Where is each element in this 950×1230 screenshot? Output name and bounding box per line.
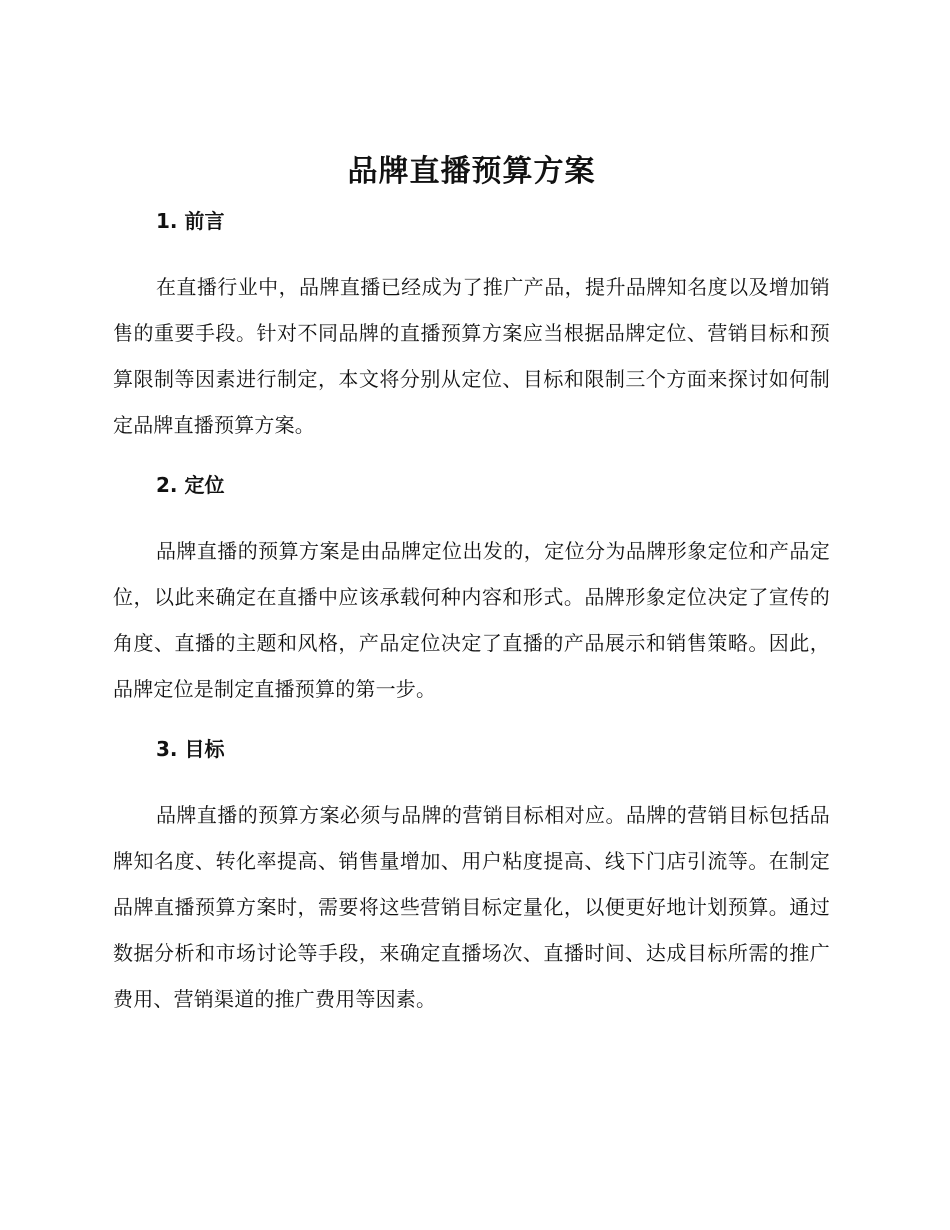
document-title: 品牌直播预算方案	[347, 154, 596, 189]
section-heading: 1. 前言	[156, 209, 225, 233]
section-goals	[113, 734, 830, 1022]
section-paragraph: 品牌直播的预算方案是由品牌定位出发的，定位分为品牌形象定位和产品定位，以此来确定在直播中应该承载何种内容和形式。品牌形象定位决定了宣传的角度、直播的主题和风格，产品定位决定了直播的产品展示和销售策略。因此，品牌定位是制定直播预算的第一步。	[113, 539, 830, 701]
section-paragraph: 在直播行业中，品牌直播已经成为了推广产品，提升品牌知名度以及增加销售的重要手段。针对不同品牌的直播预算方案应当根据品牌定位、营销目标和预算限制等因素进行制定，本文将分别从定位、目标和限制三个方面来探讨如何制定品牌直播预算方案。	[113, 275, 830, 437]
section-positioning	[113, 470, 830, 712]
section-heading: 2. 定位	[156, 473, 225, 497]
section-paragraph: 品牌直播的预算方案必须与品牌的营销目标相对应。品牌的营销目标包括品牌知名度、转化率提高、销售量增加、用户粘度提高、线下门店引流等。在制定品牌直播预算方案时，需要将这些营销目标定量化，以便更好地计划预算。通过数据分析和市场讨论等手段，来确定直播场次、直播时间、达成目标所需的推广费用、营销渠道的推广费用等因素。	[113, 803, 830, 1011]
section-heading: 3. 目标	[156, 737, 225, 761]
section-preface	[113, 206, 830, 448]
document-page	[113, 150, 830, 1022]
